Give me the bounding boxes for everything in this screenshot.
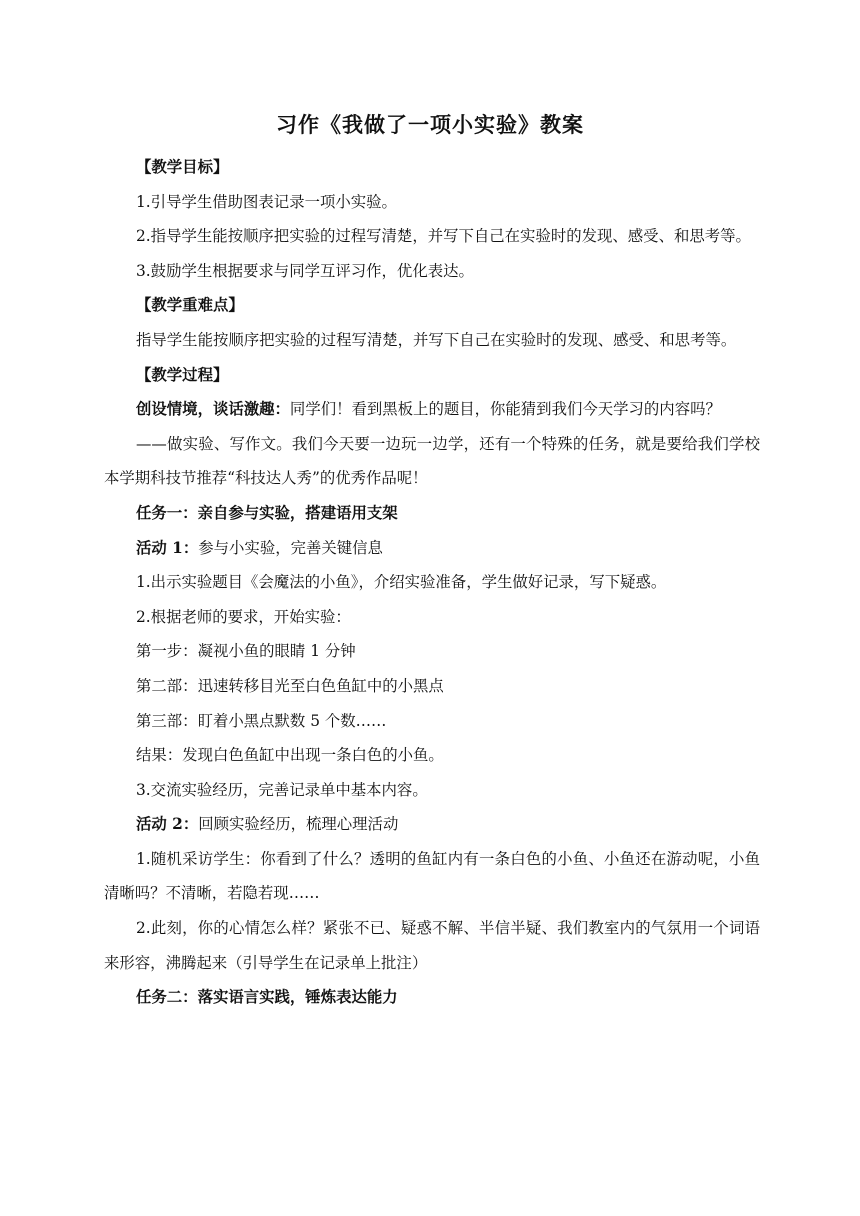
activity2-text: 回顾实验经历，梳理心理活动 <box>198 815 399 834</box>
step-4: 第二部：迅速转移目光至白色鱼缸中的小黑点 <box>136 676 444 695</box>
activity1-text: 参与小实验，完善关键信息 <box>198 538 383 557</box>
activity2-paragraph <box>104 807 760 842</box>
intro-label: 创设情境，谈话激趣： <box>136 400 290 419</box>
step-7: 3.交流实验经历，完善记录单中基本内容。 <box>136 780 428 799</box>
activity1-label: 活动 1： <box>136 538 199 557</box>
reflection-2: 2.此刻，你的心情怎么样？紧张不已、疑惑不解、半信半疑、我们教室内的气氛用一个词语来形容，沸腾起来（引导学生在记录单上批注） <box>104 919 760 972</box>
intro-paragraph <box>104 392 760 427</box>
intro-text: 同学们！看到黑板上的题目，你能猜到我们今天学习的内容吗？ <box>289 400 721 419</box>
step-3: 第一步：凝视小鱼的眼睛 1 分钟 <box>136 642 356 661</box>
activity1-paragraph <box>104 531 760 566</box>
step-1: 1.出示实验题目《会魔法的小鱼》，介绍实验准备，学生做好记录，写下疑惑。 <box>136 573 667 592</box>
key-points-text: 指导学生能按顺序把实验的过程写清楚，并写下自己在实验时的发现、感受、和思考等。 <box>136 330 737 349</box>
activity2-label: 活动 2： <box>136 815 199 834</box>
goal-item-2: 2.指导学生能按顺序把实验的过程写清楚，并写下自己在实验时的发现、感受、和思考等。 <box>136 227 751 246</box>
goals-heading: 【教学目标】 <box>136 158 229 176</box>
step-6: 结果：发现白色鱼缸中出现一条白色的小鱼。 <box>136 746 444 765</box>
process-heading: 【教学过程】 <box>136 365 229 384</box>
step-2: 2.根据老师的要求，开始实验： <box>136 607 351 626</box>
page-title: 习作《我做了一项小实验》教案 <box>276 112 584 137</box>
task1-heading: 任务一：亲自参与实验，搭建语用支架 <box>136 503 398 522</box>
step-5: 第三部：盯着小黑点默数 5 个数…… <box>136 711 387 730</box>
document-body <box>104 150 760 1015</box>
answer-paragraph: ——做实验、写作文。我们今天要一边玩一边学，还有一个特殊的任务，就是要给我们学校本学期科技节推荐“科技达人秀”的优秀作品呢！ <box>104 434 760 488</box>
task2-heading: 任务二：落实语言实践，锤炼表达能力 <box>136 988 398 1007</box>
goal-item-3: 3.鼓励学生根据要求与同学互评习作，优化表达。 <box>136 261 474 280</box>
goal-item-1: 1.引导学生借助图表记录一项小实验。 <box>136 192 397 211</box>
reflection-1: 1.随机采访学生：你看到了什么？透明的鱼缸内有一条白色的小鱼、小鱼还在游动呢，小鱼清晰吗？不清晰，若隐若现…… <box>104 849 760 903</box>
key-points-heading: 【教学重难点】 <box>136 296 244 315</box>
